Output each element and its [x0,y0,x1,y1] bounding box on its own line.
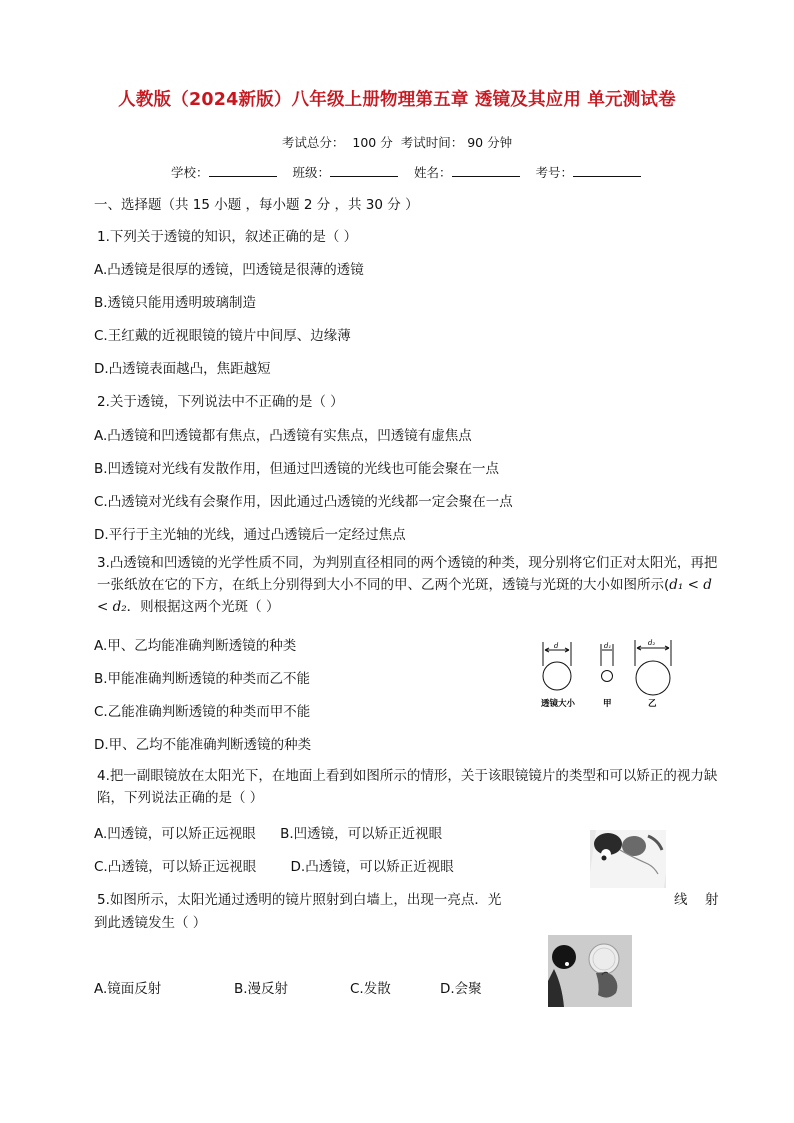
spot-a-label: d₁ [604,642,612,650]
lens-sunlight-photo [548,935,632,1007]
question-1-option-c: C.王红戴的近视眼镜的镜片中间厚、边缘薄 [94,328,351,344]
question-3-stem [97,552,719,618]
question-3-option-d: D.甲、乙均不能准确判断透镜的种类 [94,737,312,753]
question-4-option-c: C.凸透镜，可以矫正远视眼 [94,859,257,875]
exam-title: 人教版（2024新版）八年级上册物理第五章 透镜及其应用 单元测试卷 [118,90,676,110]
question-4-option-b: B.凹透镜，可以矫正近视眼 [280,826,443,842]
caption-lens: 透镜大小 [541,699,576,709]
total-score-label: 考试总分： [281,135,345,150]
total-score-value: 100 分 [352,135,393,150]
question-3-stem-end: ．则根据这两个光斑（ ） [126,599,280,615]
name-blank[interactable] [452,163,520,177]
question-2-stem: 2.关于透镜，下列说法中不正确的是（ ） [97,394,344,410]
section-heading: 一、选择题（共 15 小题 ，每小题 2 分 ，共 30 分 ） [94,197,419,213]
question-2-option-a: A.凸透镜和凹透镜都有焦点，凸透镜有实焦点，凹透镜有虚焦点 [94,428,472,444]
question-5-stem-word1: 线 [674,892,688,908]
exam-time-value: 90 分钟 [467,135,513,150]
spot-b-label: d₂ [648,639,656,647]
question-1-stem: 1.下列关于透镜的知识，叙述正确的是（ ） [97,229,358,245]
question-4-options-row1 [94,822,442,842]
lens-spot-figure [535,636,685,716]
question-5-option-a: A.镜面反射 [94,981,162,997]
question-2-option-b: B.凹透镜对光线有发散作用，但通过凹透镜的光线也可能会聚在一点 [94,461,500,477]
class-label: 班级： [292,165,331,180]
school-blank[interactable] [209,163,277,177]
glasses-shadow-photo [590,830,666,888]
name-label: 姓名： [414,165,452,180]
student-info-row [171,163,653,181]
question-1-option-b: B.透镜只能用透明玻璃制造 [94,295,257,311]
caption-b: 乙 [648,699,657,709]
caption-a: 甲 [603,699,612,709]
question-5-option-d: D.会聚 [440,981,482,997]
class-blank[interactable] [330,163,398,177]
question-5-option-b: B.漫反射 [234,981,289,997]
question-3-stem-text: 3.凸透镜和凹透镜的光学性质不同，为判别直径相同的两个透镜的种类，现分别将它们正对太阳光，再把一张纸放在它的下方，在纸上分别得到大小不同的甲、乙两个光斑，透镜与光斑的大小如图所示( [97,555,718,593]
question-1-option-a: A.凸透镜是很厚的透镜，凹透镜是很薄的透镜 [94,262,364,278]
question-5-stem-line1 [97,888,501,908]
question-4-options-row2 [94,855,454,875]
question-4-option-a: A.凹透镜，可以矫正远视眼 [94,826,256,842]
question-1-option-d: D.凸透镜表面越凸，焦距越短 [94,361,271,377]
question-3-math: d₁ < d < d₂ [97,577,712,615]
question-3-option-b: B.甲能准确判断透镜的种类而乙不能 [94,671,311,687]
question-4-stem: 4.把一副眼镜放在太阳光下，在地面上看到如图所示的情形，关于该眼镜镜片的类型和可以矫正的视力缺陷，下列说法正确的是（ ） [97,768,718,806]
number-label: 考号： [535,165,574,180]
question-3-option-c: C.乙能准确判断透镜的种类而甲不能 [94,704,311,720]
question-3-option-a: A.甲、乙均能准确判断透镜的种类 [94,638,297,654]
number-blank[interactable] [573,163,641,177]
question-5-stem-line2: 到此透镜发生（ ） [94,915,207,931]
exam-time-label: 考试时间： [400,135,464,150]
question-5-stem-word2: 射 [705,892,719,908]
school-label: 学校： [171,165,209,180]
question-4-option-d: D.凸透镜，可以矫正近视眼 [290,859,454,875]
question-2-option-d: D.平行于主光轴的光线，通过凸透镜后一定经过焦点 [94,527,406,543]
lens-d-label: d [554,642,559,650]
question-5-options-row [94,977,482,997]
question-5-option-c: C.发散 [350,981,391,997]
question-5-stem-text: 5.如图所示，太阳光通过透明的镜片照射到白墙上，出现一亮点．光 [97,892,502,908]
question-2-option-c: C.凸透镜对光线有会聚作用，因此通过凸透镜的光线都一定会聚在一点 [94,494,513,510]
exam-meta [0,133,794,151]
